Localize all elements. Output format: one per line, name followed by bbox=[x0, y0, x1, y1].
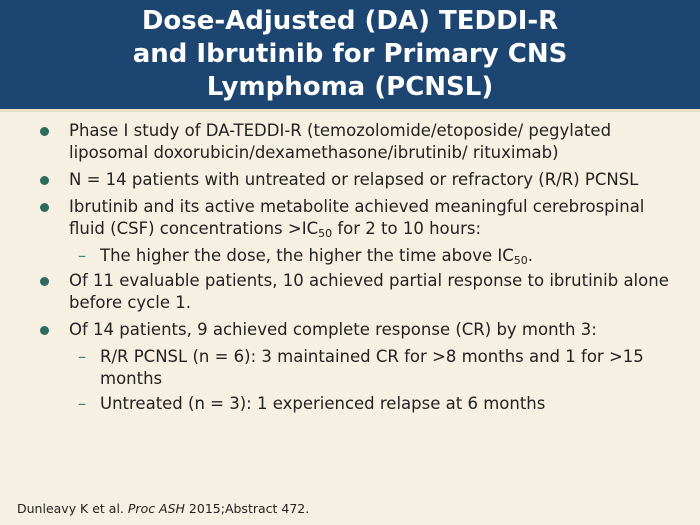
title-line-3: Lymphoma (PCNSL) bbox=[206, 72, 494, 102]
subscript-50: 50 bbox=[513, 254, 528, 267]
bullet-dot-icon bbox=[40, 277, 49, 286]
bullet-text: Of 14 patients, 9 achieved complete response (CR) by month 3: bbox=[69, 320, 597, 339]
bullet-patients bbox=[0, 169, 700, 191]
sub-bullet-untreated bbox=[0, 393, 700, 415]
slide-title bbox=[113, 5, 588, 104]
title-line-1: Dose-Adjusted (DA) TEDDI-R bbox=[141, 6, 559, 36]
dash-icon: – bbox=[78, 394, 87, 413]
bullet-text: Of 11 evaluable patients, 10 achieved partial response to ibrutinib alone before cycle 1. bbox=[69, 271, 669, 312]
sub-bullet-text: Untreated (n = 3): 1 experienced relapse at 6 months bbox=[100, 394, 546, 413]
citation-rest: 2015;Abstract 472. bbox=[184, 501, 310, 516]
bullet-complete-response bbox=[0, 319, 700, 341]
bullet-list bbox=[0, 120, 700, 418]
dash-icon: – bbox=[78, 347, 87, 366]
bullet-text: Ibrutinib and its active metabolite achieved meaningful cerebrospinal fluid (CSF) concentrations >IC bbox=[69, 197, 645, 238]
bullet-dot-icon bbox=[40, 176, 49, 185]
subscript-50: 50 bbox=[318, 227, 333, 240]
dash-icon: – bbox=[78, 246, 87, 265]
bullet-text: Phase I study of DA-TEDDI-R (temozolomide/etoposide/ pegylated liposomal doxorubicin/dexamethasone/ibrutinib/ rituximab) bbox=[69, 121, 612, 162]
bullet-dot-icon bbox=[40, 127, 49, 136]
bullet-text: N = 14 patients with untreated or relapsed or refractory (R/R) PCNSL bbox=[69, 170, 639, 189]
title-line-2: and Ibrutinib for Primary CNS bbox=[132, 39, 568, 69]
sub-bullet-text-tail: . bbox=[527, 246, 534, 265]
bullet-dot-icon bbox=[40, 326, 49, 335]
citation bbox=[17, 501, 309, 516]
citation-authors: Dunleavy K et al. bbox=[17, 501, 128, 516]
sub-bullet-rr-pcnsl bbox=[0, 346, 700, 390]
bullet-text-tail: for 2 to 10 hours: bbox=[332, 219, 482, 238]
sub-bullet-dose bbox=[0, 245, 700, 267]
bullet-partial-response bbox=[0, 270, 700, 314]
sub-bullet-text: The higher the dose, the higher the time above IC bbox=[100, 246, 514, 265]
citation-journal: Proc ASH bbox=[127, 501, 185, 516]
bullet-study-design bbox=[0, 120, 700, 164]
title-banner bbox=[0, 0, 700, 112]
sub-bullet-text: R/R PCNSL (n = 6): 3 maintained CR for >8 months and 1 for >15 months bbox=[100, 347, 644, 388]
bullet-dot-icon bbox=[40, 203, 49, 212]
bullet-csf-concentrations bbox=[0, 196, 700, 240]
